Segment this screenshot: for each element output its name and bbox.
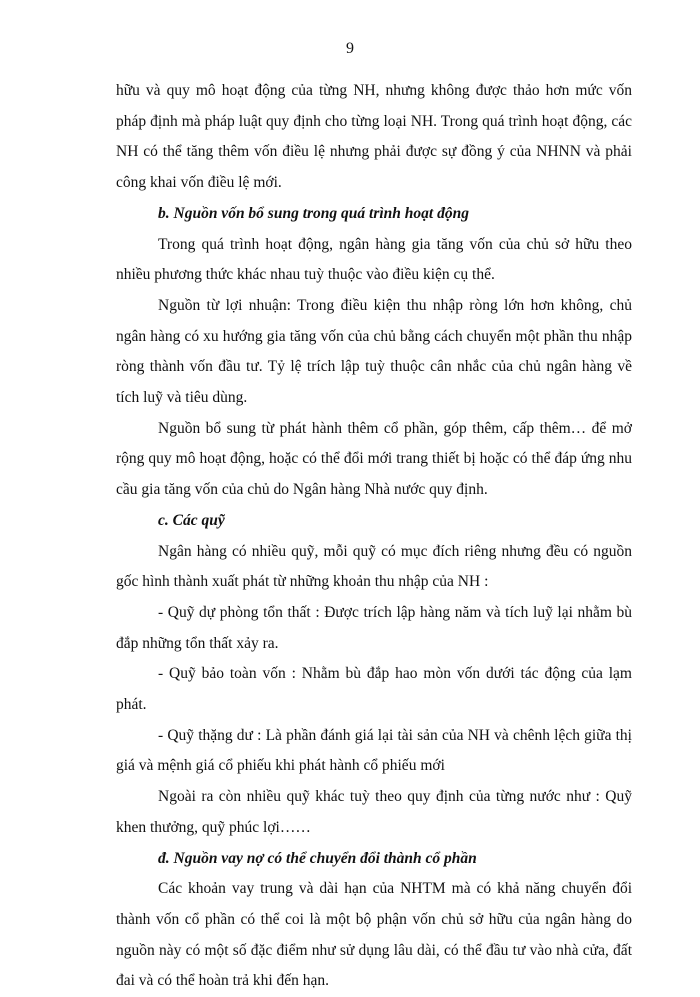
paragraph-other-funds: Ngoài ra còn nhiều quỹ khác tuỳ theo quy định của từng nước như : Quỹ khen thưởng, quỹ phúc lợi…… <box>116 788 632 836</box>
list-item-surplus-fund: - Quỹ thặng dư : Là phần đánh giá lại tài sản của NH và chênh lệch giữa thị giá và mệnh giá cổ phiếu khi phát hành cổ phiếu mới <box>116 726 632 775</box>
paragraph-capital-scale: hữu và quy mô hoạt động của từng NH, nhưng không được thảo hơn mức vốn pháp định mà pháp luật quy định cho từng loại NH. Trong quá trình hoạt động, các NH có thể tăng thêm vốn điều lệ nhưng phải được sự đồng ý của NHNN và phải công khai vốn điều lệ mới. <box>116 82 632 192</box>
heading-supplementary-capital: b. Nguồn vốn bổ sung trong quá trình hoạt động <box>158 204 469 222</box>
list-item-loss-reserve-fund: - Quỹ dự phòng tổn thất : Được trích lập hàng năm và tích luỹ lại nhằm bù đắp những tổn thất xảy ra. <box>116 603 632 652</box>
paragraph-share-issuance: Nguồn bổ sung từ phát hành thêm cổ phần, góp thêm, cấp thêm… để mở rộng quy mô hoạt động, hoặc có thể đổi mới trang thiết bị hoặc có thể đáp ứng nhu cầu gia tăng vốn của chủ do Ngân hàng Nhà nước quy định. <box>116 419 632 499</box>
heading-funds: c. Các quỹ <box>158 511 225 529</box>
list-item-capital-preservation-fund: - Quỹ bảo toàn vốn : Nhằm bù đắp hao mòn vốn dưới tác động của lạm phát. <box>116 665 632 714</box>
paragraph-profit-source: Nguồn từ lợi nhuận: Trong điều kiện thu nhập ròng lớn hơn không, chủ ngân hàng có xu hướng gia tăng vốn của chủ bằng cách chuyển một phần thu nhập ròng thành vốn đầu tư. Tỷ lệ trích lập tuỳ thuộc cân nhắc của chủ ngân hàng về tích luỹ và tiêu dùng. <box>116 296 632 407</box>
page-number: 9 <box>346 40 354 57</box>
paragraph-funds-intro: Ngân hàng có nhiều quỹ, mỗi quỹ có mục đích riêng nhưng đều có nguồn gốc hình thành xuất phát từ những khoản thu nhập của NH : <box>116 542 632 591</box>
paragraph-convertible-loans: Các khoản vay trung và dài hạn của NHTM mà có khả năng chuyển đổi thành vốn cổ phần có thể coi là một bộ phận vốn chủ sở hữu của ngân hàng do nguồn này có một số đặc điểm như sử dụng lâu dài, có thể đầu tư vào nhà cửa, đất đai và có thể hoàn trả khi đến hạn. <box>116 880 632 990</box>
heading-convertible-debt: đ. Nguồn vay nợ có thể chuyển đổi thành cổ phần <box>158 849 477 867</box>
page-body <box>116 76 632 997</box>
paragraph-capital-increase: Trong quá trình hoạt động, ngân hàng gia tăng vốn của chủ sở hữu theo nhiều phương thức khác nhau tuỳ thuộc vào điều kiện cụ thể. <box>116 235 632 284</box>
